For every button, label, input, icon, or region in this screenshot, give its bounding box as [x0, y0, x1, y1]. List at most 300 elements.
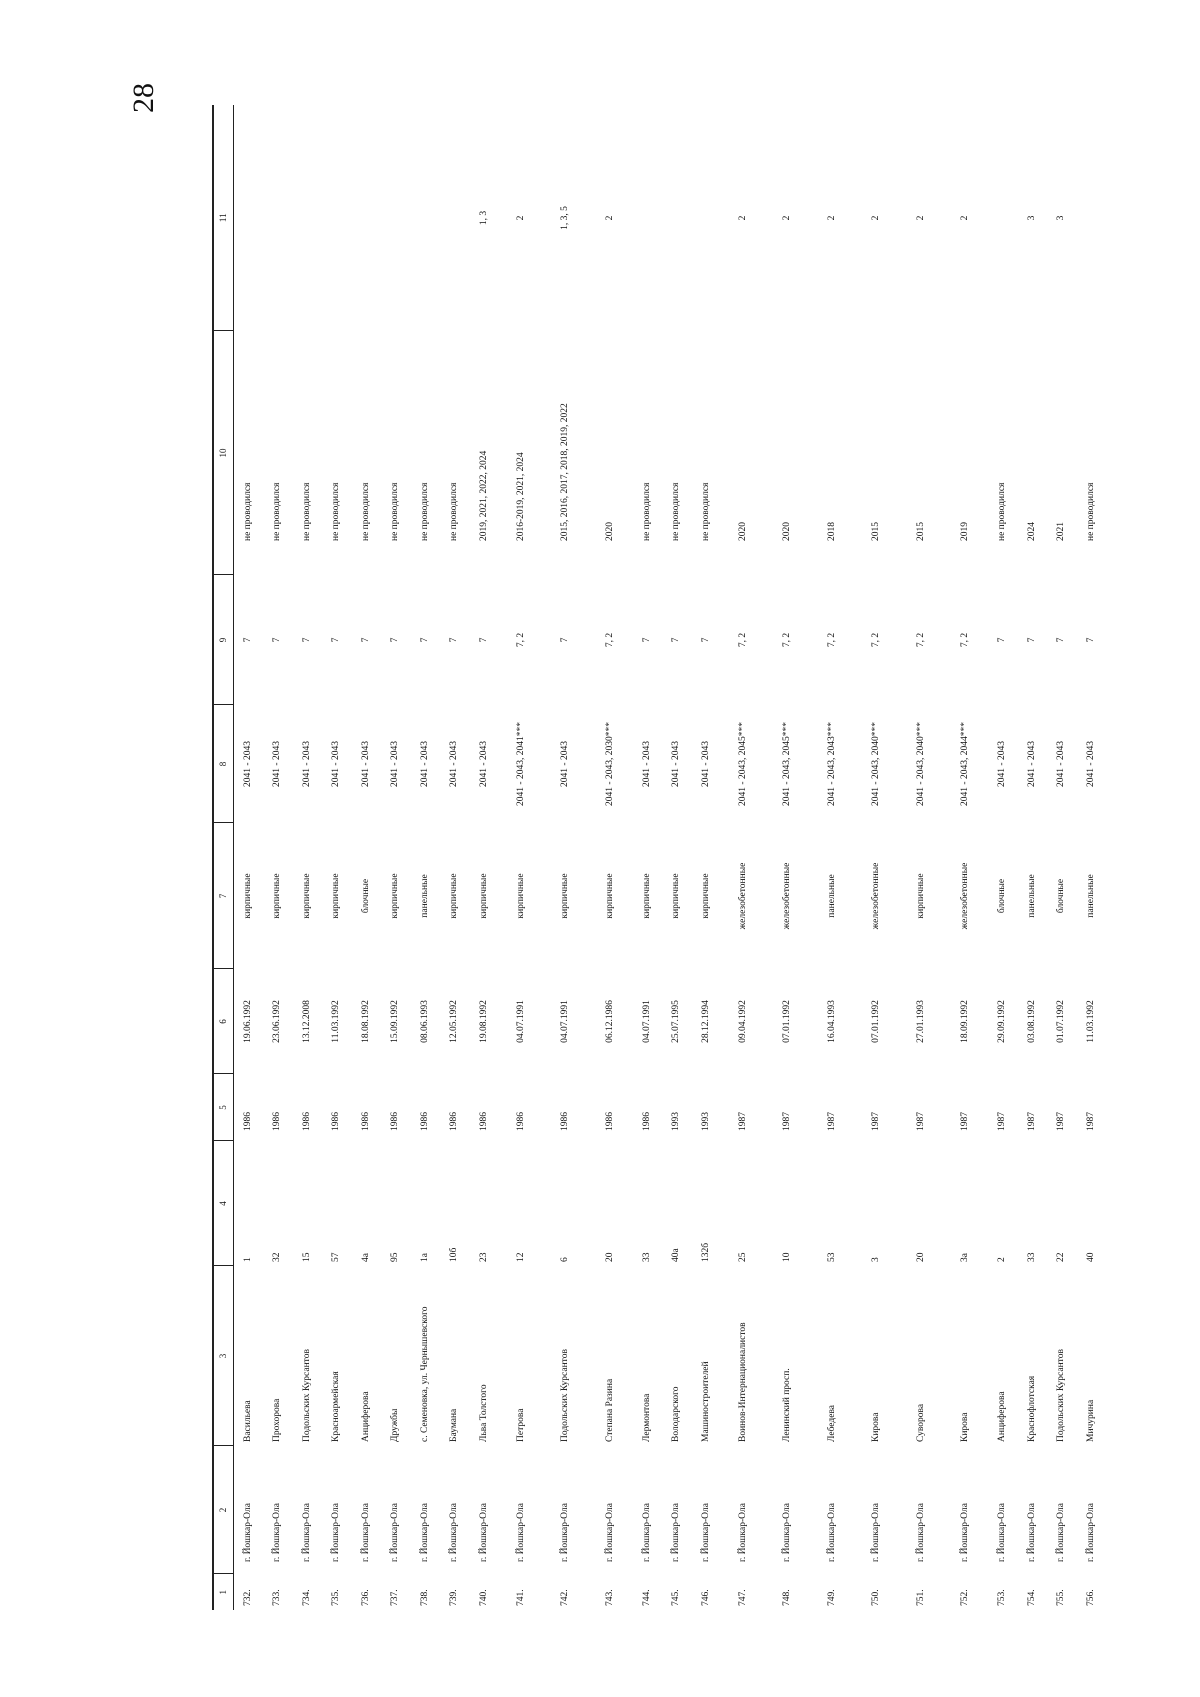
- code-cell: 7, 2: [782, 632, 793, 648]
- year-cell: 1987: [871, 1112, 882, 1131]
- house-number-cell: 32: [272, 1252, 283, 1262]
- period-cell: 2041 - 2043: [360, 741, 371, 787]
- notes-cell: [692, 105, 722, 331]
- code-cell: 7: [272, 637, 283, 643]
- house-number-cell: 40: [1085, 1252, 1096, 1262]
- row-number: 751.: [915, 1589, 926, 1606]
- year-cell: 1987: [1085, 1112, 1096, 1131]
- period-cell: 2041 - 2043, 2030***: [604, 722, 615, 806]
- city-cell: г. Йошкар-Ола: [1085, 1503, 1096, 1562]
- street-cell: Лермонтова: [641, 1393, 652, 1442]
- period-cell: 2041 - 2043, 2045***: [782, 722, 793, 806]
- material-cell: кирпичные: [560, 873, 571, 919]
- code-cell: 7, 2: [604, 632, 615, 648]
- city-cell: г. Йошкар-Ола: [826, 1503, 837, 1562]
- code-cell: 7: [449, 637, 460, 643]
- repair-years-cell: не проводился: [360, 482, 371, 541]
- date-cell: 07.01.1992: [871, 1000, 882, 1043]
- page-number: 28: [127, 83, 160, 113]
- repair-years-cell: не проводился: [671, 482, 682, 541]
- table-row: [1077, 105, 1107, 1610]
- material-cell: блочные: [360, 878, 371, 914]
- notes-cell: 1, 3, 5: [560, 206, 571, 230]
- year-cell: 1986: [301, 1112, 312, 1131]
- year-cell: 1993: [671, 1112, 682, 1131]
- year-cell: 1987: [960, 1112, 971, 1131]
- repair-years-cell: 2019, 2021, 2022, 2024: [478, 450, 489, 541]
- table-row: [899, 105, 944, 1610]
- date-cell: 11.03.1992: [1085, 1000, 1096, 1043]
- house-number-cell: 22: [1056, 1252, 1067, 1262]
- material-cell: панельные: [826, 874, 837, 918]
- period-cell: 2041 - 2043: [700, 741, 711, 787]
- date-cell: 29.09.1992: [997, 1000, 1008, 1043]
- house-number-cell: 95: [390, 1252, 401, 1262]
- period-cell: 2041 - 2043: [478, 741, 489, 787]
- street-cell: Кирова: [960, 1412, 971, 1442]
- column-header: 5: [213, 1074, 234, 1141]
- street-cell: Кирова: [871, 1412, 882, 1442]
- code-cell: 7, 2: [915, 632, 926, 648]
- table-row: [440, 105, 470, 1610]
- date-cell: 16.04.1993: [826, 1000, 837, 1043]
- table-row: [381, 105, 411, 1610]
- row-number: 745.: [671, 1589, 682, 1606]
- material-cell: панельные: [419, 874, 430, 918]
- period-cell: 2041 - 2043, 2043***: [826, 722, 837, 806]
- material-cell: кирпичные: [641, 873, 652, 919]
- period-cell: 2041 - 2043: [243, 741, 254, 787]
- table-row: [588, 105, 633, 1610]
- year-cell: 1987: [826, 1112, 837, 1131]
- date-cell: 23.06.1992: [272, 1000, 283, 1043]
- repair-years-cell: 2019: [960, 522, 971, 541]
- repair-years-cell: 2015, 2016, 2017, 2018, 2019, 2022: [560, 403, 571, 541]
- notes-cell: 3: [1056, 215, 1067, 221]
- material-cell: кирпичные: [478, 873, 489, 919]
- notes-cell: 3: [1026, 215, 1037, 221]
- row-number: 733.: [272, 1589, 283, 1606]
- city-cell: г. Йошкар-Ола: [604, 1503, 615, 1562]
- house-number-cell: 132б: [700, 1242, 711, 1262]
- column-header: 1: [213, 1574, 234, 1610]
- material-cell: панельные: [1026, 874, 1037, 918]
- table-row: [1018, 105, 1048, 1610]
- repair-years-cell: не проводился: [1085, 482, 1096, 541]
- date-cell: 09.04.1992: [737, 1000, 748, 1043]
- material-cell: кирпичные: [243, 873, 254, 919]
- code-cell: 7: [700, 637, 711, 643]
- row-number: 741.: [515, 1589, 526, 1606]
- repair-years-cell: 2020: [782, 522, 793, 541]
- city-cell: г. Йошкар-Ола: [301, 1503, 312, 1562]
- date-cell: 08.06.1993: [419, 1000, 430, 1043]
- material-cell: кирпичные: [604, 873, 615, 919]
- column-header: 9: [213, 575, 234, 705]
- house-number-cell: 57: [331, 1252, 342, 1262]
- city-cell: г. Йошкар-Ола: [671, 1503, 682, 1562]
- notes-cell: 2: [871, 215, 882, 221]
- year-cell: 1986: [390, 1112, 401, 1131]
- code-cell: 7: [641, 637, 652, 643]
- row-number: 747.: [737, 1589, 748, 1606]
- material-cell: железобетонные: [960, 862, 971, 930]
- street-cell: Петрова: [515, 1408, 526, 1442]
- code-cell: 7: [560, 637, 571, 643]
- house-number-cell: 2: [997, 1257, 1008, 1262]
- table-row: [263, 105, 293, 1610]
- repair-years-cell: 2020: [604, 522, 615, 541]
- notes-cell: [411, 105, 441, 331]
- table-row: [692, 105, 722, 1610]
- notes-cell: [322, 105, 352, 331]
- repair-years-cell: 2016-2019, 2021, 2024: [515, 452, 526, 541]
- code-cell: 7, 2: [826, 632, 837, 648]
- material-cell: железобетонные: [782, 862, 793, 930]
- street-cell: Дружбы: [390, 1408, 401, 1442]
- row-number: 734.: [301, 1589, 312, 1606]
- table-row: [352, 105, 382, 1610]
- column-header: 6: [213, 969, 234, 1074]
- street-cell: Льва Толстого: [478, 1384, 489, 1442]
- repair-years-cell: 2021: [1056, 522, 1067, 541]
- repair-years-cell: не проводился: [997, 482, 1008, 541]
- row-number: 739.: [449, 1589, 460, 1606]
- year-cell: 1987: [1026, 1112, 1037, 1131]
- street-cell: Степана Разина: [604, 1378, 615, 1442]
- row-number: 746.: [700, 1589, 711, 1606]
- notes-cell: [293, 105, 323, 331]
- year-cell: 1986: [478, 1112, 489, 1131]
- period-cell: 2041 - 2043: [331, 741, 342, 787]
- period-cell: 2041 - 2043, 2040***: [915, 722, 926, 806]
- street-cell: Володарского: [671, 1386, 682, 1442]
- table-row: [662, 105, 692, 1610]
- street-cell: Лебедева: [826, 1404, 837, 1442]
- table-row: [293, 105, 323, 1610]
- city-cell: г. Йошкар-Ола: [997, 1503, 1008, 1562]
- row-number: 743.: [604, 1589, 615, 1606]
- city-cell: г. Йошкар-Ола: [737, 1503, 748, 1562]
- notes-cell: [234, 105, 264, 331]
- year-cell: 1986: [515, 1112, 526, 1131]
- rotated-table-container: [212, 105, 1200, 1610]
- code-cell: 7: [1085, 637, 1096, 643]
- repair-years-cell: 2020: [737, 522, 748, 541]
- notes-cell: 2: [782, 215, 793, 221]
- date-cell: 04.07.1991: [560, 1000, 571, 1043]
- table-row: [1047, 105, 1077, 1610]
- period-cell: 2041 - 2043: [997, 741, 1008, 787]
- year-cell: 1986: [604, 1112, 615, 1131]
- street-cell: Ленинский просп.: [782, 1368, 793, 1442]
- table-row: [322, 105, 352, 1610]
- notes-cell: [263, 105, 293, 331]
- street-cell: Мичурина: [1085, 1399, 1096, 1442]
- code-cell: 7: [243, 637, 254, 643]
- date-cell: 04.07.1991: [641, 1000, 652, 1043]
- row-number: 755.: [1056, 1589, 1067, 1606]
- city-cell: г. Йошкар-Ола: [390, 1503, 401, 1562]
- material-cell: железобетонные: [871, 862, 882, 930]
- material-cell: кирпичные: [301, 873, 312, 919]
- row-number: 750.: [871, 1589, 882, 1606]
- year-cell: 1987: [782, 1112, 793, 1131]
- city-cell: г. Йошкар-Ола: [915, 1503, 926, 1562]
- year-cell: 1987: [1056, 1112, 1067, 1131]
- table-row: [766, 105, 811, 1610]
- repair-years-cell: не проводился: [243, 482, 254, 541]
- city-cell: г. Йошкар-Ола: [782, 1503, 793, 1562]
- city-cell: г. Йошкар-Ола: [700, 1503, 711, 1562]
- year-cell: 1993: [700, 1112, 711, 1131]
- date-cell: 15.09.1992: [390, 1000, 401, 1043]
- year-cell: 1986: [641, 1112, 652, 1131]
- code-cell: 7: [301, 637, 312, 643]
- table-row: [633, 105, 663, 1610]
- repair-years-cell: не проводился: [700, 482, 711, 541]
- city-cell: г. Йошкар-Ола: [960, 1503, 971, 1562]
- repair-years-cell: не проводился: [641, 482, 652, 541]
- year-cell: 1987: [737, 1112, 748, 1131]
- street-cell: Воинов-Интернационалистов: [737, 1322, 748, 1442]
- city-cell: г. Йошкар-Ола: [272, 1503, 283, 1562]
- material-cell: кирпичные: [671, 873, 682, 919]
- house-number-cell: 53: [826, 1252, 837, 1262]
- row-number: 744.: [641, 1589, 652, 1606]
- column-header: 7: [213, 823, 234, 969]
- city-cell: г. Йошкар-Ола: [1056, 1503, 1067, 1562]
- year-cell: 1987: [997, 1112, 1008, 1131]
- city-cell: г. Йошкар-Ола: [560, 1503, 571, 1562]
- city-cell: г. Йошкар-Ола: [243, 1503, 254, 1562]
- period-cell: 2041 - 2043, 2045***: [737, 722, 748, 806]
- street-cell: Баумана: [449, 1408, 460, 1442]
- street-cell: Васильева: [243, 1400, 254, 1442]
- city-cell: г. Йошкар-Ола: [1026, 1503, 1037, 1562]
- repair-years-cell: не проводился: [272, 482, 283, 541]
- house-number-cell: 10: [782, 1252, 793, 1262]
- material-cell: кирпичные: [272, 873, 283, 919]
- row-number: 752.: [960, 1589, 971, 1606]
- date-cell: 03.08.1992: [1026, 1000, 1037, 1043]
- table-row: [234, 105, 264, 1610]
- repair-years-cell: не проводился: [449, 482, 460, 541]
- code-cell: 7: [360, 637, 371, 643]
- notes-cell: 2: [960, 215, 971, 221]
- year-cell: 1986: [331, 1112, 342, 1131]
- row-number: 753.: [997, 1589, 1008, 1606]
- material-cell: кирпичные: [515, 873, 526, 919]
- date-cell: 01.07.1992: [1056, 1000, 1067, 1043]
- table-row: [944, 105, 989, 1610]
- table-row: [721, 105, 766, 1610]
- period-cell: 2041 - 2043: [390, 741, 401, 787]
- row-number: 738.: [419, 1589, 430, 1606]
- column-header: 8: [213, 705, 234, 823]
- repair-years-cell: не проводился: [301, 482, 312, 541]
- house-number-cell: 20: [604, 1252, 615, 1262]
- period-cell: 2041 - 2043, 2041***: [515, 722, 526, 806]
- notes-cell: [381, 105, 411, 331]
- code-cell: 7: [1026, 637, 1037, 643]
- city-cell: г. Йошкар-Ола: [515, 1503, 526, 1562]
- material-cell: кирпичные: [700, 873, 711, 919]
- repair-years-cell: не проводился: [331, 482, 342, 541]
- housing-table: [212, 105, 1106, 1610]
- material-cell: блочные: [1056, 878, 1067, 914]
- notes-cell: [662, 105, 692, 331]
- notes-cell: [440, 105, 470, 331]
- period-cell: 2041 - 2043: [272, 741, 283, 787]
- period-cell: 2041 - 2043: [671, 741, 682, 787]
- row-number: 736.: [360, 1589, 371, 1606]
- date-cell: 25.07.1995: [671, 1000, 682, 1043]
- row-number: 749.: [826, 1589, 837, 1606]
- city-cell: г. Йошкар-Ола: [478, 1503, 489, 1562]
- column-header: 3: [213, 1266, 234, 1446]
- house-number-cell: 15: [301, 1252, 312, 1262]
- city-cell: г. Йошкар-Ола: [449, 1503, 460, 1562]
- notes-cell: 2: [604, 215, 615, 221]
- date-cell: 18.08.1992: [360, 1000, 371, 1043]
- street-cell: Анциферова: [360, 1391, 371, 1442]
- house-number-cell: 10б: [449, 1247, 460, 1262]
- row-number: 740.: [478, 1589, 489, 1606]
- material-cell: кирпичные: [390, 873, 401, 919]
- date-cell: 12.05.1992: [449, 1000, 460, 1043]
- year-cell: 1986: [560, 1112, 571, 1131]
- code-cell: 7: [671, 637, 682, 643]
- city-cell: г. Йошкар-Ола: [360, 1503, 371, 1562]
- notes-cell: 1, 3: [478, 210, 489, 226]
- row-number: 737.: [390, 1589, 401, 1606]
- period-cell: 2041 - 2043, 2040***: [871, 722, 882, 806]
- street-cell: Прохорова: [272, 1398, 283, 1442]
- date-cell: 19.08.1992: [478, 1000, 489, 1043]
- code-cell: 7, 2: [871, 632, 882, 648]
- code-cell: 7: [478, 637, 489, 643]
- house-number-cell: 20: [915, 1252, 926, 1262]
- column-header: 2: [213, 1446, 234, 1574]
- house-number-cell: 33: [641, 1252, 652, 1262]
- house-number-cell: 25: [737, 1252, 748, 1262]
- repair-years-cell: не проводился: [419, 482, 430, 541]
- table-row: [544, 105, 589, 1610]
- street-cell: Краснофлотская: [1026, 1375, 1037, 1442]
- period-cell: 2041 - 2043: [1056, 741, 1067, 787]
- period-cell: 2041 - 2043, 2044***: [960, 722, 971, 806]
- table-row: [988, 105, 1018, 1610]
- street-cell: Машиностроителей: [700, 1361, 711, 1442]
- code-cell: 7: [331, 637, 342, 643]
- column-number-row: [213, 105, 234, 1610]
- column-header: 10: [213, 331, 234, 575]
- code-cell: 7: [997, 637, 1008, 643]
- date-cell: 04.07.1991: [515, 1000, 526, 1043]
- code-cell: 7: [419, 637, 430, 643]
- house-number-cell: 40а: [671, 1248, 682, 1262]
- year-cell: 1986: [419, 1112, 430, 1131]
- year-cell: 1986: [243, 1112, 254, 1131]
- date-cell: 28.12.1994: [700, 1000, 711, 1043]
- row-number: 748.: [782, 1589, 793, 1606]
- city-cell: г. Йошкар-Ола: [419, 1503, 430, 1562]
- street-cell: с. Семеновка, ул. Чернышевского: [419, 1306, 430, 1442]
- city-cell: г. Йошкар-Ола: [641, 1503, 652, 1562]
- house-number-cell: 6: [560, 1257, 571, 1262]
- house-number-cell: 23: [478, 1252, 489, 1262]
- date-cell: 18.09.1992: [960, 1000, 971, 1043]
- house-number-cell: 3а: [960, 1253, 971, 1262]
- row-number: 742.: [560, 1589, 571, 1606]
- street-cell: Анциферова: [997, 1391, 1008, 1442]
- notes-cell: 2: [826, 215, 837, 221]
- period-cell: 2041 - 2043: [449, 741, 460, 787]
- year-cell: 1987: [915, 1112, 926, 1131]
- table-row: [470, 105, 500, 1610]
- material-cell: кирпичные: [915, 873, 926, 919]
- material-cell: блочные: [997, 878, 1008, 914]
- material-cell: кирпичные: [331, 873, 342, 919]
- house-number-cell: 4а: [360, 1253, 371, 1262]
- repair-years-cell: 2015: [871, 522, 882, 541]
- material-cell: кирпичные: [449, 873, 460, 919]
- period-cell: 2041 - 2043: [560, 741, 571, 787]
- notes-cell: [988, 105, 1018, 331]
- notes-cell: [352, 105, 382, 331]
- date-cell: 07.01.1992: [782, 1000, 793, 1043]
- table-row: [810, 105, 855, 1610]
- period-cell: 2041 - 2043: [419, 741, 430, 787]
- material-cell: панельные: [1085, 874, 1096, 918]
- notes-cell: [1077, 105, 1107, 331]
- table-row: [411, 105, 441, 1610]
- year-cell: 1986: [272, 1112, 283, 1131]
- repair-years-cell: 2024: [1026, 522, 1037, 541]
- street-cell: Подольских Курсантов: [301, 1349, 312, 1442]
- street-cell: Суворова: [915, 1403, 926, 1442]
- street-cell: Подольских Курсантов: [560, 1349, 571, 1442]
- material-cell: железобетонные: [737, 862, 748, 930]
- period-cell: 2041 - 2043: [1026, 741, 1037, 787]
- house-number-cell: 12: [515, 1252, 526, 1262]
- period-cell: 2041 - 2043: [1085, 741, 1096, 787]
- table-row: [499, 105, 544, 1610]
- code-cell: 7, 2: [960, 632, 971, 648]
- repair-years-cell: 2015: [915, 522, 926, 541]
- city-cell: г. Йошкар-Ола: [871, 1503, 882, 1562]
- year-cell: 1986: [360, 1112, 371, 1131]
- house-number-cell: 1: [243, 1257, 254, 1262]
- row-number: 754.: [1026, 1589, 1037, 1606]
- date-cell: 11.03.1992: [331, 1000, 342, 1043]
- year-cell: 1986: [449, 1112, 460, 1131]
- date-cell: 19.06.1992: [243, 1000, 254, 1043]
- notes-cell: 2: [515, 215, 526, 221]
- house-number-cell: 33: [1026, 1252, 1037, 1262]
- code-cell: 7: [390, 637, 401, 643]
- street-cell: Подольских Курсантов: [1056, 1349, 1067, 1442]
- date-cell: 06.12.1986: [604, 1000, 615, 1043]
- row-number: 732.: [243, 1589, 254, 1606]
- date-cell: 13.12.2008: [301, 1000, 312, 1043]
- date-cell: 27.01.1993: [915, 1000, 926, 1043]
- city-cell: г. Йошкар-Ола: [331, 1503, 342, 1562]
- column-header: 4: [213, 1141, 234, 1266]
- notes-cell: 2: [737, 215, 748, 221]
- row-number: 735.: [331, 1589, 342, 1606]
